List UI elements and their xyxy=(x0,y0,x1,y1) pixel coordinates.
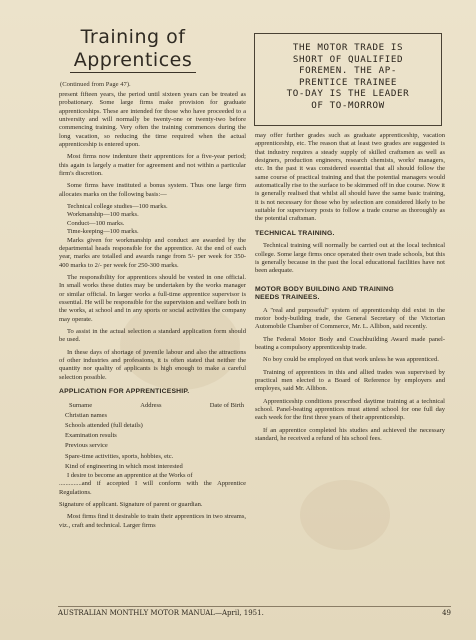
marks-item: Workmanship—100 marks. xyxy=(67,211,139,219)
paragraph: Marks given for workmanship and conduct are awarded by the departmental heads responsible for the apprentice. At the end of each year, marks are totalled and awards range from 5/- per week for 350-400 marks to 2/- per week for 250-300 marks. xyxy=(59,236,246,269)
paragraph: If an apprentice completed his studies and achieved the necessary standard, he received a refund of his school fees. xyxy=(255,426,445,443)
title-line-2: Apprentices xyxy=(70,49,197,73)
paragraph: The Federal Motor Body and Coachbuilding Award made panel-beating a compulsory apprenticeship trade. xyxy=(255,335,445,352)
paragraph: In these days of shortage of juvenile labour and also the attractions of other industries and professions, it is often stated that neither the quantity nor quality of applicants is high enough to make a careful selection possible. xyxy=(59,348,246,381)
paragraph: Some firms have instituted a bonus system. Thus one large firm allocates marks on the following basis:— xyxy=(59,182,246,198)
quote-line: TO-DAY IS THE LEADER xyxy=(286,88,410,99)
paper-stain xyxy=(300,480,390,550)
heading-line: NEEDS TRAINEES. xyxy=(255,294,320,302)
form-item: Previous service xyxy=(65,442,108,450)
form-heading: APPLICATION FOR APPRENTICESHIP. xyxy=(59,388,190,395)
form-item: Kind of engineering in which most interested xyxy=(65,462,183,470)
article-title xyxy=(58,26,208,73)
boxed-quote xyxy=(254,33,442,126)
marks-item: Conduct—100 marks. xyxy=(67,219,125,227)
quote-line: THE MOTOR TRADE IS xyxy=(292,42,404,53)
paragraph: present fifteen years, the period until sixteen years can be treated as probationary. Some large firms make provision for graduate apprenticeships. These are intended for those who have proceeded to a university and will normally be twenty-one or twenty-two before commencing training. Very often the training commences during the long vacation, so reducing the time required when the actual apprenticeship is entered upon. xyxy=(59,91,246,149)
form-item: Christian names xyxy=(65,411,108,419)
paragraph: The responsibility for apprentices should be vested in one official. In small works these duties may be undertaken by the works manager or similar official. In larger works a full-time apprentice supervisor is essential. He will be responsible for the supervision and welfare both in the works, at school and in any sports or social activities the company may operate. xyxy=(59,273,246,323)
section-heading-technical: TECHNICAL TRAINING. xyxy=(255,229,335,237)
heading-line: MOTOR BODY BUILDING AND TRAINING xyxy=(255,285,394,293)
form-surname: Surname xyxy=(69,401,93,409)
quote-line: OF TO-MORROW xyxy=(311,99,385,111)
paragraph: Technical training will normally be carried out at the local technical college. Some large firms once operated their own trade schools, but this is generally because in the past the local educational facilities have not been adequate. xyxy=(255,242,445,275)
paragraph: A "real and purposeful" system of apprenticeship did exist in the motor body-building trade, the General Secretary of the Victorian Automobile Chamber of Commerce, Mr. L. Allibon, said recently. xyxy=(255,306,445,331)
continued-note: (Continued from Page 47). xyxy=(60,81,131,88)
paragraph: No boy could be employed on that work unless he was apprenticed. xyxy=(263,356,439,364)
form-declaration-cont: ..............and if accepted I will conform with the Apprentice Regulations. xyxy=(59,480,246,496)
paragraph: Training of apprentices in this and allied trades was supervised by practical men elected to a Board of Reference by employers and employes, said Mr. Allibon. xyxy=(255,368,445,393)
form-item: Spare-time activities, sports, hobbies, etc. xyxy=(65,452,174,460)
form-header-row xyxy=(59,401,246,411)
paragraph: To assist in the actual selection a standard application form should be used. xyxy=(59,327,246,344)
quote-line: SHORT OF QUALIFIED xyxy=(292,53,404,65)
form-signature: Signature of applicant. Signature of parent or guardian. xyxy=(59,500,203,508)
form-address: Address xyxy=(140,401,162,409)
marks-item: Time-keeping—100 marks. xyxy=(67,228,139,236)
publication-name: AUSTRALIAN MONTHLY MOTOR MANUAL—April, 1951. xyxy=(58,609,264,617)
paragraph: Most firms find it desirable to train their apprentices in two streams, viz., craft and technical. Larger firms xyxy=(59,513,246,529)
quote-line: FOREMEN. THE AP- xyxy=(298,65,398,76)
right-column xyxy=(255,132,445,447)
paragraph: may offer further grades such as graduate apprenticeship, vacation apprenticeship, etc. The reason that at least two grades are suggested is that industry requires a steady supply of skilled craftsmen as well as designers, production engineers, research chemists, works' managers, etc. In the past it was considered essential that all should follow the same course of practical training and that the potential managers would automatically rise to the surface to be skimmed off in due course. Now it is generally realised that whilst all should have the same basic training, it is not necessary for those who by selection are considered likely to be suitable for supervisory posts to follow a trade course as thoroughly as the potential craftsman. xyxy=(255,132,445,223)
quote-line: PRENTICE TRAINEE xyxy=(298,76,398,88)
form-declaration: I desire to become an apprentice at the Works of xyxy=(67,471,193,479)
form-item: Examination results xyxy=(65,432,117,440)
page-number: 49 xyxy=(442,609,451,617)
marks-list xyxy=(59,203,246,236)
section-heading-motor-body xyxy=(255,286,445,303)
form-dob: Date of Birth xyxy=(209,401,244,409)
left-column xyxy=(59,91,246,534)
paragraph: Most firms now indenture their apprentices for a five-year period; this again is largely a matter for agreement and not within a particular firm's discretion. xyxy=(59,153,246,178)
marks-item: Technical college studies—100 marks. xyxy=(67,203,168,211)
form-item: Schools attended (full details) xyxy=(65,421,143,429)
page-footer xyxy=(58,606,451,617)
application-form xyxy=(59,401,246,472)
title-line-1: Training of xyxy=(80,26,186,48)
paragraph: Apprenticeship conditions prescribed daytime training at a technical school. Panel-beating apprentices must attend school for one full day each week for the first three years of their apprenticeship. xyxy=(255,397,445,422)
